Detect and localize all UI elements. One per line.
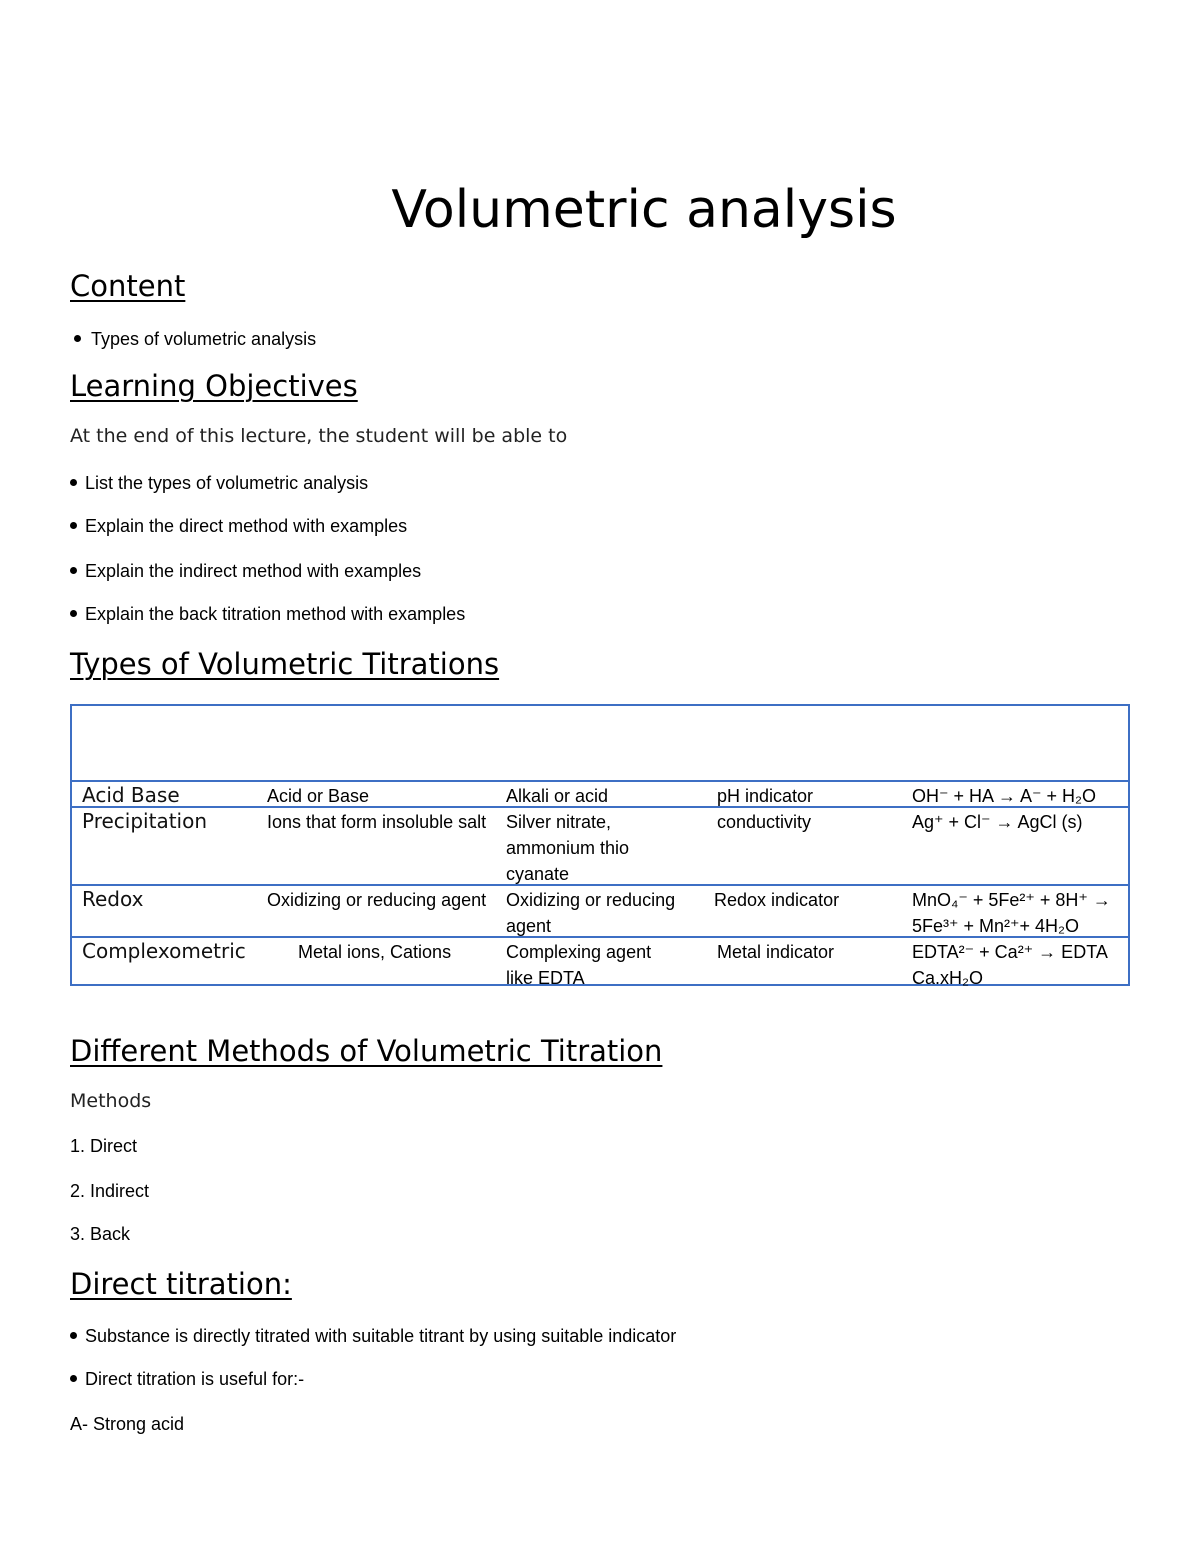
table-cell-sample: Oxidizing or reducing agent: [267, 890, 487, 910]
titrant-line: Complexing agent: [506, 942, 652, 962]
objective-text: Explain the indirect method with examples: [85, 561, 422, 581]
objective-item: [70, 472, 368, 494]
bullet-icon: [70, 1375, 77, 1382]
direct-item-text: Substance is directly titrated with suitable titrant by using suitable indicator: [85, 1326, 677, 1346]
table-cell-sample: Acid or Base: [267, 786, 370, 806]
table-cell-indicator: Metal indicator: [717, 942, 835, 962]
methods-heading: Different Methods of Volumetric Titration: [70, 1034, 663, 1068]
direct-item-text: Direct titration is useful for:-: [85, 1369, 305, 1389]
table-cell-reaction: [912, 939, 1108, 991]
method-number: 2.: [70, 1181, 86, 1201]
table-cell-sample: Ions that form insoluble salt: [267, 812, 487, 832]
titrant-line: like EDTA: [506, 968, 585, 988]
table-cell-reaction: Ag⁺ + Cl⁻ → AgCl (s): [912, 812, 1083, 832]
table-cell-type: Complexometric: [82, 939, 246, 963]
table-divider: [72, 780, 1128, 782]
page-title: Volumetric analysis: [391, 180, 897, 240]
reaction-line: 5Fe³⁺ + Mn²⁺+ 4H₂O: [912, 916, 1080, 936]
table-cell-sample: Metal ions, Cations: [298, 942, 452, 962]
objective-text: List the types of volumetric analysis: [85, 473, 369, 493]
titrant-line: cyanate: [506, 864, 570, 884]
objective-item: [70, 515, 407, 537]
bullet-icon: [70, 610, 77, 617]
table-cell-type: Precipitation: [82, 809, 208, 833]
objective-text: Explain the back titration method with examples: [85, 604, 466, 624]
content-item-text: Types of volumetric analysis: [91, 329, 317, 349]
direct-item: [70, 1368, 304, 1390]
objective-item: [70, 603, 465, 625]
titrant-line: Oxidizing or reducing: [506, 890, 676, 910]
method-number: 1.: [70, 1136, 86, 1156]
table-cell-titrant: [506, 809, 629, 887]
objective-text: Explain the direct method with examples: [85, 516, 408, 536]
bullet-icon: [74, 335, 81, 342]
direct-heading: Direct titration:: [70, 1267, 292, 1301]
table-cell-titrant: [506, 887, 675, 939]
table-cell-indicator: Redox indicator: [714, 890, 840, 910]
method-item: [70, 1180, 149, 1202]
reaction-line: Ca.xH₂O: [912, 968, 983, 988]
table-cell-indicator: pH indicator: [717, 786, 814, 806]
table-cell-type: Redox: [82, 887, 144, 911]
titrant-line: agent: [506, 916, 552, 936]
method-item: [70, 1135, 137, 1157]
method-label: Direct: [90, 1136, 138, 1156]
direct-subitem: A- Strong acid: [70, 1414, 185, 1434]
method-label: Back: [90, 1224, 131, 1244]
bullet-icon: [70, 479, 77, 486]
table-cell-titrant: Alkali or acid: [506, 786, 609, 806]
direct-item: [70, 1325, 676, 1347]
titrant-line: Silver nitrate,: [506, 812, 612, 832]
table-cell-reaction: [912, 887, 1111, 939]
reaction-line: EDTA²⁻ + Ca²⁺ → EDTA: [912, 942, 1108, 962]
bullet-icon: [70, 522, 77, 529]
objectives-intro: At the end of this lecture, the student will be able to: [70, 425, 568, 447]
content-list-item: [70, 328, 316, 350]
reaction-line: MnO₄⁻ + 5Fe²⁺ + 8H⁺ →: [912, 890, 1111, 910]
table-cell-type: Acid Base: [82, 783, 180, 807]
table-cell-reaction: OH⁻ + HA → A⁻ + H₂O: [912, 786, 1097, 806]
method-item: [70, 1223, 130, 1245]
titration-types-table: [70, 704, 1130, 986]
methods-intro: Methods: [70, 1090, 152, 1112]
table-cell-titrant: [506, 939, 651, 991]
objectives-heading: Learning Objectives: [70, 369, 358, 403]
content-heading: Content: [70, 269, 186, 303]
bullet-icon: [70, 1332, 77, 1339]
bullet-icon: [70, 567, 77, 574]
types-heading: Types of Volumetric Titrations: [70, 647, 500, 681]
method-label: Indirect: [90, 1181, 150, 1201]
method-number: 3.: [70, 1224, 86, 1244]
titrant-line: ammonium thio: [506, 838, 630, 858]
objective-item: [70, 560, 421, 582]
table-cell-indicator: conductivity: [717, 812, 812, 832]
